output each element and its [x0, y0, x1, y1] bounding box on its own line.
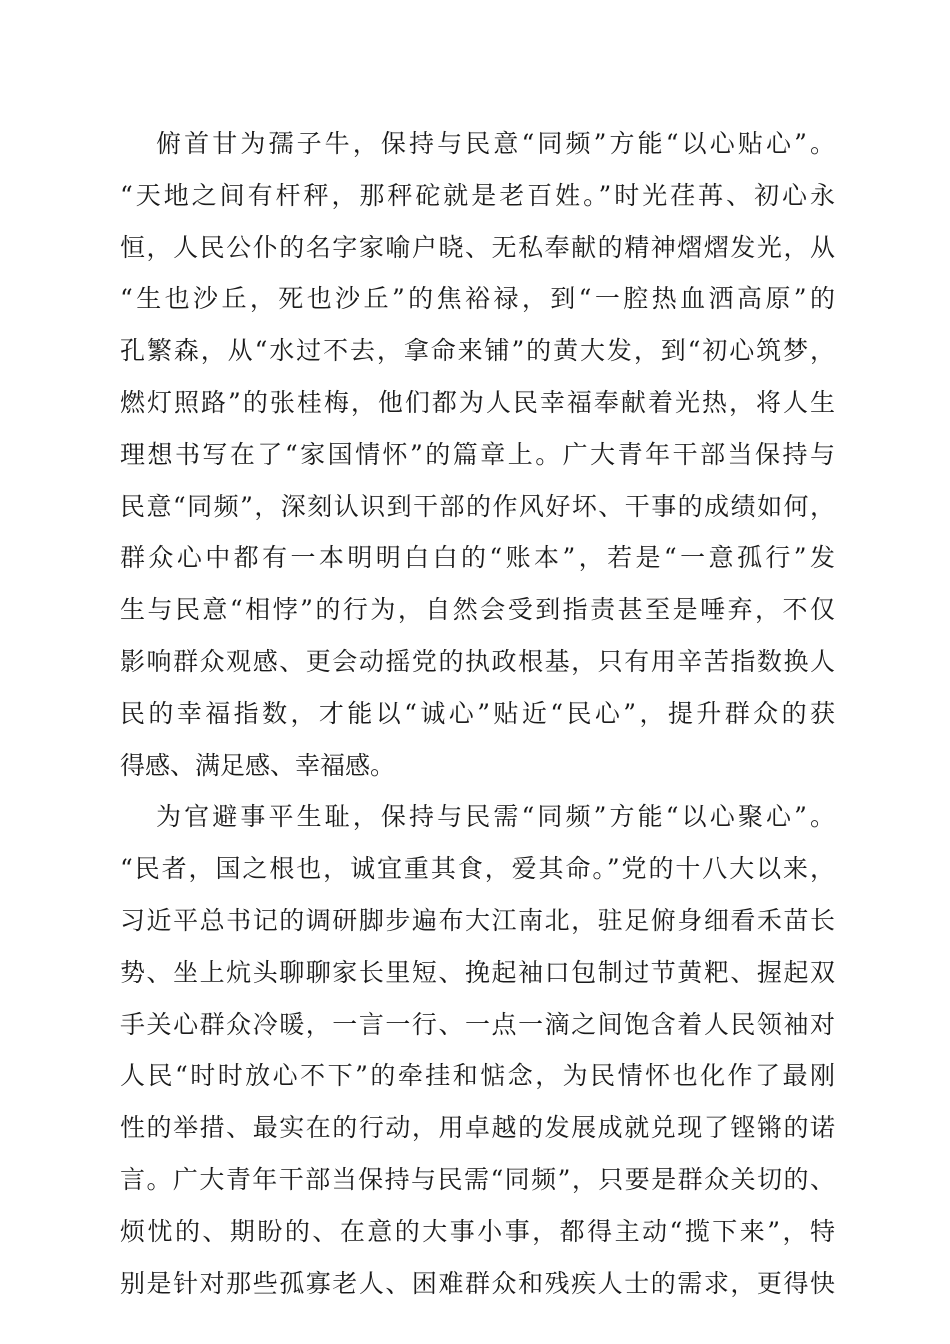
- text-line: 为官避事平生耻，保持与民需“同频”方能“以心聚心”。: [156, 802, 835, 832]
- text-line: 理想书写在了“家国情怀”的篇章上。广大青年干部当保持与: [120, 439, 835, 469]
- text-line: 影响群众观感、更会动摇党的执政根基，只有用辛苦指数换人: [120, 646, 835, 676]
- text-line: 得感、满足感、幸福感。: [120, 750, 396, 780]
- text-line: 性的举措、最实在的行动，用卓越的发展成就兑现了铿锵的诺: [120, 1113, 835, 1143]
- text-line: 手关心群众冷暖，一言一行、一点一滴之间饱含着人民领袖对: [120, 1009, 835, 1039]
- paragraph-2: [120, 791, 835, 1309]
- paragraph-1: [120, 118, 835, 791]
- document-body: [120, 118, 835, 1309]
- text-line: 习近平总书记的调研脚步遍布大江南北，驻足俯身细看禾苗长: [120, 905, 835, 935]
- text-line: 人民“时时放心不下”的牵挂和惦念，为民情怀也化作了最刚: [120, 1061, 835, 1091]
- text-line: “天地之间有杆秤，那秤砣就是老百姓。”时光荏苒、初心永: [120, 180, 835, 210]
- text-line: “民者，国之根也，诚宜重其食，爱其命。”党的十八大以来，: [120, 854, 835, 884]
- text-line: 群众心中都有一本明明白白的“账本”，若是“一意孤行”发: [120, 543, 835, 573]
- text-line: “生也沙丘，死也沙丘”的焦裕禄，到“一腔热血洒高原”的: [120, 284, 835, 314]
- text-line: 烦忧的、期盼的、在意的大事小事，都得主动“揽下来”，特: [120, 1216, 835, 1246]
- text-line: 民意“同频”，深刻认识到干部的作风好坏、干事的成绩如何，: [120, 491, 835, 521]
- text-line: 俯首甘为孺子牛，保持与民意“同频”方能“以心贴心”。: [156, 129, 835, 158]
- text-line: 言。广大青年干部当保持与民需“同频”，只要是群众关切的、: [120, 1164, 835, 1194]
- text-line: 燃灯照路”的张桂梅，他们都为人民幸福奉献着光热，将人生: [120, 387, 835, 417]
- text-line: 生与民意“相悖”的行为，自然会受到指责甚至是唾弃，不仅: [120, 595, 835, 625]
- text-line: 别是针对那些孤寡老人、困难群众和残疾人士的需求，更得快: [120, 1268, 835, 1298]
- text-line: 势、坐上炕头聊聊家长里短、挽起袖口包制过节黄粑、握起双: [120, 957, 835, 987]
- text-line: 孔繁森，从“水过不去，拿命来铺”的黄大发，到“初心筑梦，: [120, 336, 835, 366]
- text-line: 恒，人民公仆的名字家喻户晓、无私奉献的精神熠熠发光，从: [120, 232, 835, 262]
- text-line: 民的幸福指数，才能以“诚心”贴近“民心”，提升群众的获: [120, 698, 835, 728]
